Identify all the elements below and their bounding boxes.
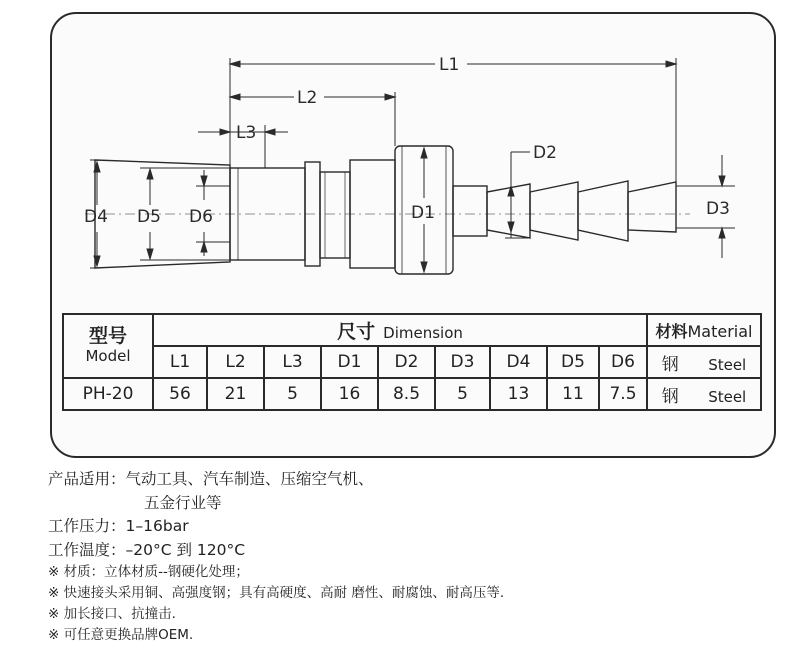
label-D4: D4: [84, 207, 108, 227]
model-header-zh: 型号: [88, 325, 127, 347]
col-D6: D6: [599, 346, 647, 378]
value-D4: 13: [490, 378, 547, 410]
pressure-value: 1–16bar: [125, 517, 189, 535]
label-D5: D5: [137, 207, 161, 227]
application-value-1: 气动工具、汽车制造、压缩空气机、: [125, 470, 374, 488]
material-sub-header: [647, 346, 761, 378]
bullet-oem: ※ 可任意更换品牌OEM.: [48, 627, 194, 643]
material-cell: [647, 378, 761, 410]
label-L2: L2: [297, 88, 318, 108]
spec-table: [62, 313, 762, 411]
value-D1: 16: [321, 378, 378, 410]
application-line: [48, 468, 504, 492]
material-en: Steel: [708, 387, 747, 406]
temperature-value: –20°C 到 120°C: [125, 540, 246, 559]
label-L1: L1: [439, 55, 460, 75]
dimension-header: [153, 314, 647, 346]
col-D5: D5: [547, 346, 599, 378]
col-L3: L3: [264, 346, 321, 378]
material-sub-en: Steel: [708, 355, 747, 374]
col-D3: D3: [435, 346, 490, 378]
col-D1: D1: [321, 346, 378, 378]
col-D2: D2: [378, 346, 435, 378]
model-cell: PH-20: [63, 378, 153, 410]
col-D4: D4: [490, 346, 547, 378]
label-D3: D3: [706, 199, 730, 219]
product-notes: [48, 468, 504, 646]
dimension-header-en: Dimension: [383, 323, 463, 342]
pressure-label: 工作压力：: [48, 517, 126, 535]
barb-2: [530, 182, 578, 240]
temperature-label: 工作温度：: [48, 540, 126, 559]
value-D6: 7.5: [599, 378, 647, 410]
value-L1: 56: [153, 378, 207, 410]
barb-3: [578, 181, 628, 241]
label-D6: D6: [189, 207, 213, 227]
neck: [453, 186, 487, 236]
col-L1: L1: [153, 346, 207, 378]
material-header-en: Material: [687, 321, 753, 341]
barb-1: [487, 184, 530, 238]
bullet-interface: ※ 加长接口、抗撞击.: [48, 606, 176, 622]
pressure-line: [48, 515, 504, 539]
value-D3: 5: [435, 378, 490, 410]
application-label: 产品适用：: [48, 470, 126, 488]
value-L2: 21: [207, 378, 264, 410]
label-L3: L3: [236, 123, 257, 143]
label-D2: D2: [533, 143, 557, 163]
application-line-2: 五金行业等: [144, 493, 222, 512]
groove: [320, 172, 350, 258]
bullet-features: ※ 快速接头采用铜、高强度钢；具有高硬度、高耐 磨性、耐腐蚀、耐高压等.: [48, 585, 505, 601]
column-header-row: [63, 346, 761, 378]
temperature-line: [48, 539, 504, 563]
model-header-en: Model: [85, 347, 131, 365]
barb-4: [628, 182, 676, 232]
table-header-row: [63, 314, 761, 346]
bullet-material: ※ 材质：立体材质--钢硬化处理；: [48, 564, 249, 580]
label-D1: D1: [411, 203, 435, 223]
material-header: [647, 314, 761, 346]
material-header-zh: 材料: [655, 321, 688, 341]
dimension-header-zh: 尺寸: [337, 320, 376, 343]
col-L2: L2: [207, 346, 264, 378]
material-sub-zh: 钢: [661, 354, 679, 375]
value-D5: 11: [547, 378, 599, 410]
model-header: [63, 314, 153, 378]
value-D2: 8.5: [378, 378, 435, 410]
value-L3: 5: [264, 378, 321, 410]
table-row: [63, 378, 761, 410]
material-zh: 钢: [661, 386, 679, 407]
